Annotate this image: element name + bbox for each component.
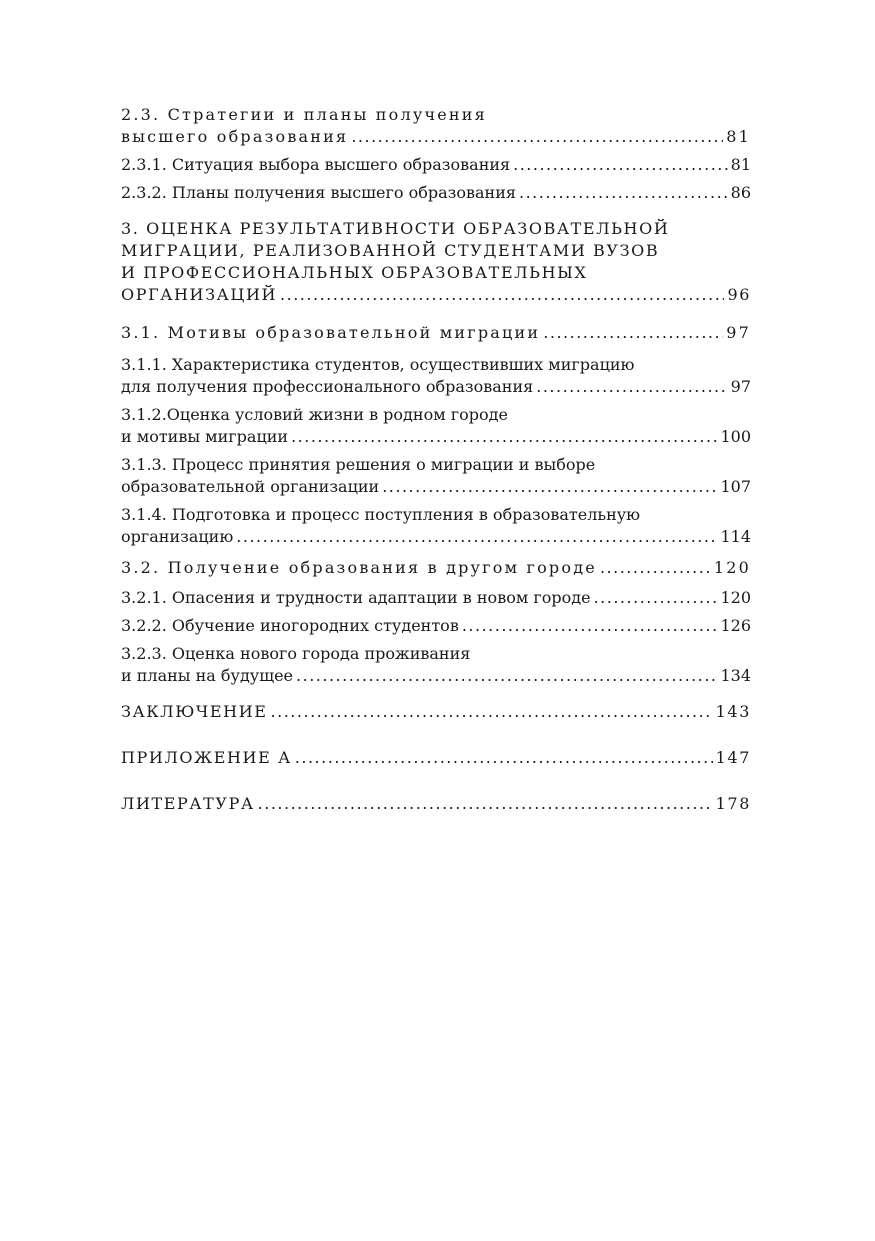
toc-entry-3-1-4[interactable] — [121, 504, 751, 548]
toc-entry-3-2-2[interactable] — [121, 615, 751, 637]
toc-entry-3-1-1[interactable] — [121, 354, 751, 398]
toc-page-number: 100 — [720, 427, 751, 446]
toc-entry-chapter-3[interactable] — [121, 218, 751, 306]
leader-dots — [296, 665, 717, 687]
toc-page-number: 97 — [730, 377, 751, 396]
toc-entry-heading: 3.1.2.Оценка условий жизни в родном городе — [121, 405, 508, 424]
toc-page-number: 134 — [720, 666, 751, 685]
toc-entry-3-1-2[interactable] — [121, 404, 751, 448]
toc-entry-title: 3.2.2. Обучение иногородних студентов — [121, 616, 459, 635]
toc-entry-references[interactable] — [121, 793, 751, 815]
toc-entry-heading: 3.2.3. Оценка нового города проживания — [121, 644, 471, 663]
toc-entry-title: 2.3.1. Ситуация выбора высшего образования — [121, 155, 511, 174]
toc-entry-title: 3.2. Получение образования в другом городе — [121, 558, 597, 577]
leader-dots — [519, 182, 728, 204]
leader-dots — [295, 747, 713, 769]
toc-entry-appendix-a[interactable] — [121, 747, 751, 769]
leader-dots — [536, 376, 727, 398]
toc-page-number: 97 — [726, 323, 751, 342]
leader-dots — [271, 701, 713, 723]
toc-entry-title: для получения профессионального образования — [121, 377, 534, 396]
leader-dots — [543, 322, 723, 344]
toc-page-number: 126 — [720, 616, 751, 635]
toc-entry-heading: 3. ОЦЕНКА РЕЗУЛЬТАТИВНОСТИ ОБРАЗОВАТЕЛЬНОЙ — [121, 219, 670, 238]
toc-entry-3-2-1[interactable] — [121, 587, 751, 609]
toc-entry-3-1-3[interactable] — [121, 454, 751, 498]
toc-entry-title: ПРИЛОЖЕНИЕ А — [121, 748, 292, 767]
toc-entry-title: ЗАКЛЮЧЕНИЕ — [121, 702, 268, 721]
toc-page-number: 178 — [715, 794, 751, 813]
toc-entry-title: 3.2.1. Опасения и трудности адаптации в новом городе — [121, 588, 591, 607]
toc-entry-title: организацию — [121, 527, 234, 546]
toc-entry-heading: 3.1.4. Подготовка и процесс поступления в образовательную — [121, 505, 641, 524]
toc-page-number: 147 — [715, 748, 751, 767]
toc-entry-3-2-3[interactable] — [121, 643, 751, 687]
leader-dots — [351, 126, 723, 148]
toc-entry-title: образовательной организации — [121, 477, 380, 496]
toc-entry-title: и мотивы миграции — [121, 427, 289, 446]
toc-page-number: 120 — [720, 588, 751, 607]
toc-page-number: 114 — [720, 527, 751, 546]
toc-entry-heading: И ПРОФЕССИОНАЛЬНЫХ ОБРАЗОВАТЕЛЬНЫХ — [121, 263, 588, 282]
leader-dots — [280, 284, 724, 306]
toc-page-number: 107 — [720, 477, 751, 496]
toc-entry-3-1[interactable] — [121, 322, 751, 344]
table-of-contents — [121, 104, 751, 815]
toc-entry-title: 2.3.2. Планы получения высшего образования — [121, 183, 516, 202]
toc-page-number: 120 — [713, 558, 751, 577]
toc-entry-heading: 3.1.1. Характеристика студентов, осуществивших миграцию — [121, 355, 635, 374]
toc-entry-2-3-2[interactable] — [121, 182, 751, 204]
leader-dots — [594, 587, 718, 609]
leader-dots — [513, 154, 728, 176]
toc-entry-3-2[interactable] — [121, 557, 751, 579]
toc-entry-2-3-1[interactable] — [121, 154, 751, 176]
toc-page-number: 96 — [727, 285, 751, 304]
leader-dots — [600, 557, 711, 579]
toc-entry-heading: МИГРАЦИИ, РЕАЛИЗОВАННОЙ СТУДЕНТАМИ ВУЗОВ — [121, 241, 660, 260]
toc-entry-title: 3.1. Мотивы образовательной миграции — [121, 323, 541, 342]
leader-dots — [382, 476, 717, 498]
leader-dots — [462, 615, 718, 637]
toc-page-number: 81 — [726, 127, 751, 146]
toc-entry-2-3[interactable] — [121, 104, 751, 148]
toc-entry-conclusion[interactable] — [121, 701, 751, 723]
toc-entry-title: высшего образования — [121, 127, 349, 146]
toc-page-number: 86 — [730, 183, 751, 202]
leader-dots — [291, 426, 717, 448]
toc-entry-heading: 2.3. Стратегии и планы получения — [121, 105, 487, 124]
toc-entry-title: и планы на будущее — [121, 666, 294, 685]
toc-entry-heading: 3.1.3. Процесс принятия решения о миграции и выборе — [121, 455, 596, 474]
toc-entry-title: ОРГАНИЗАЦИЙ — [121, 285, 278, 304]
leader-dots — [258, 793, 713, 815]
toc-page-number: 143 — [715, 702, 751, 721]
toc-entry-title: ЛИТЕРАТУРА — [121, 794, 255, 813]
toc-page-number: 81 — [730, 155, 751, 174]
leader-dots — [236, 526, 717, 548]
